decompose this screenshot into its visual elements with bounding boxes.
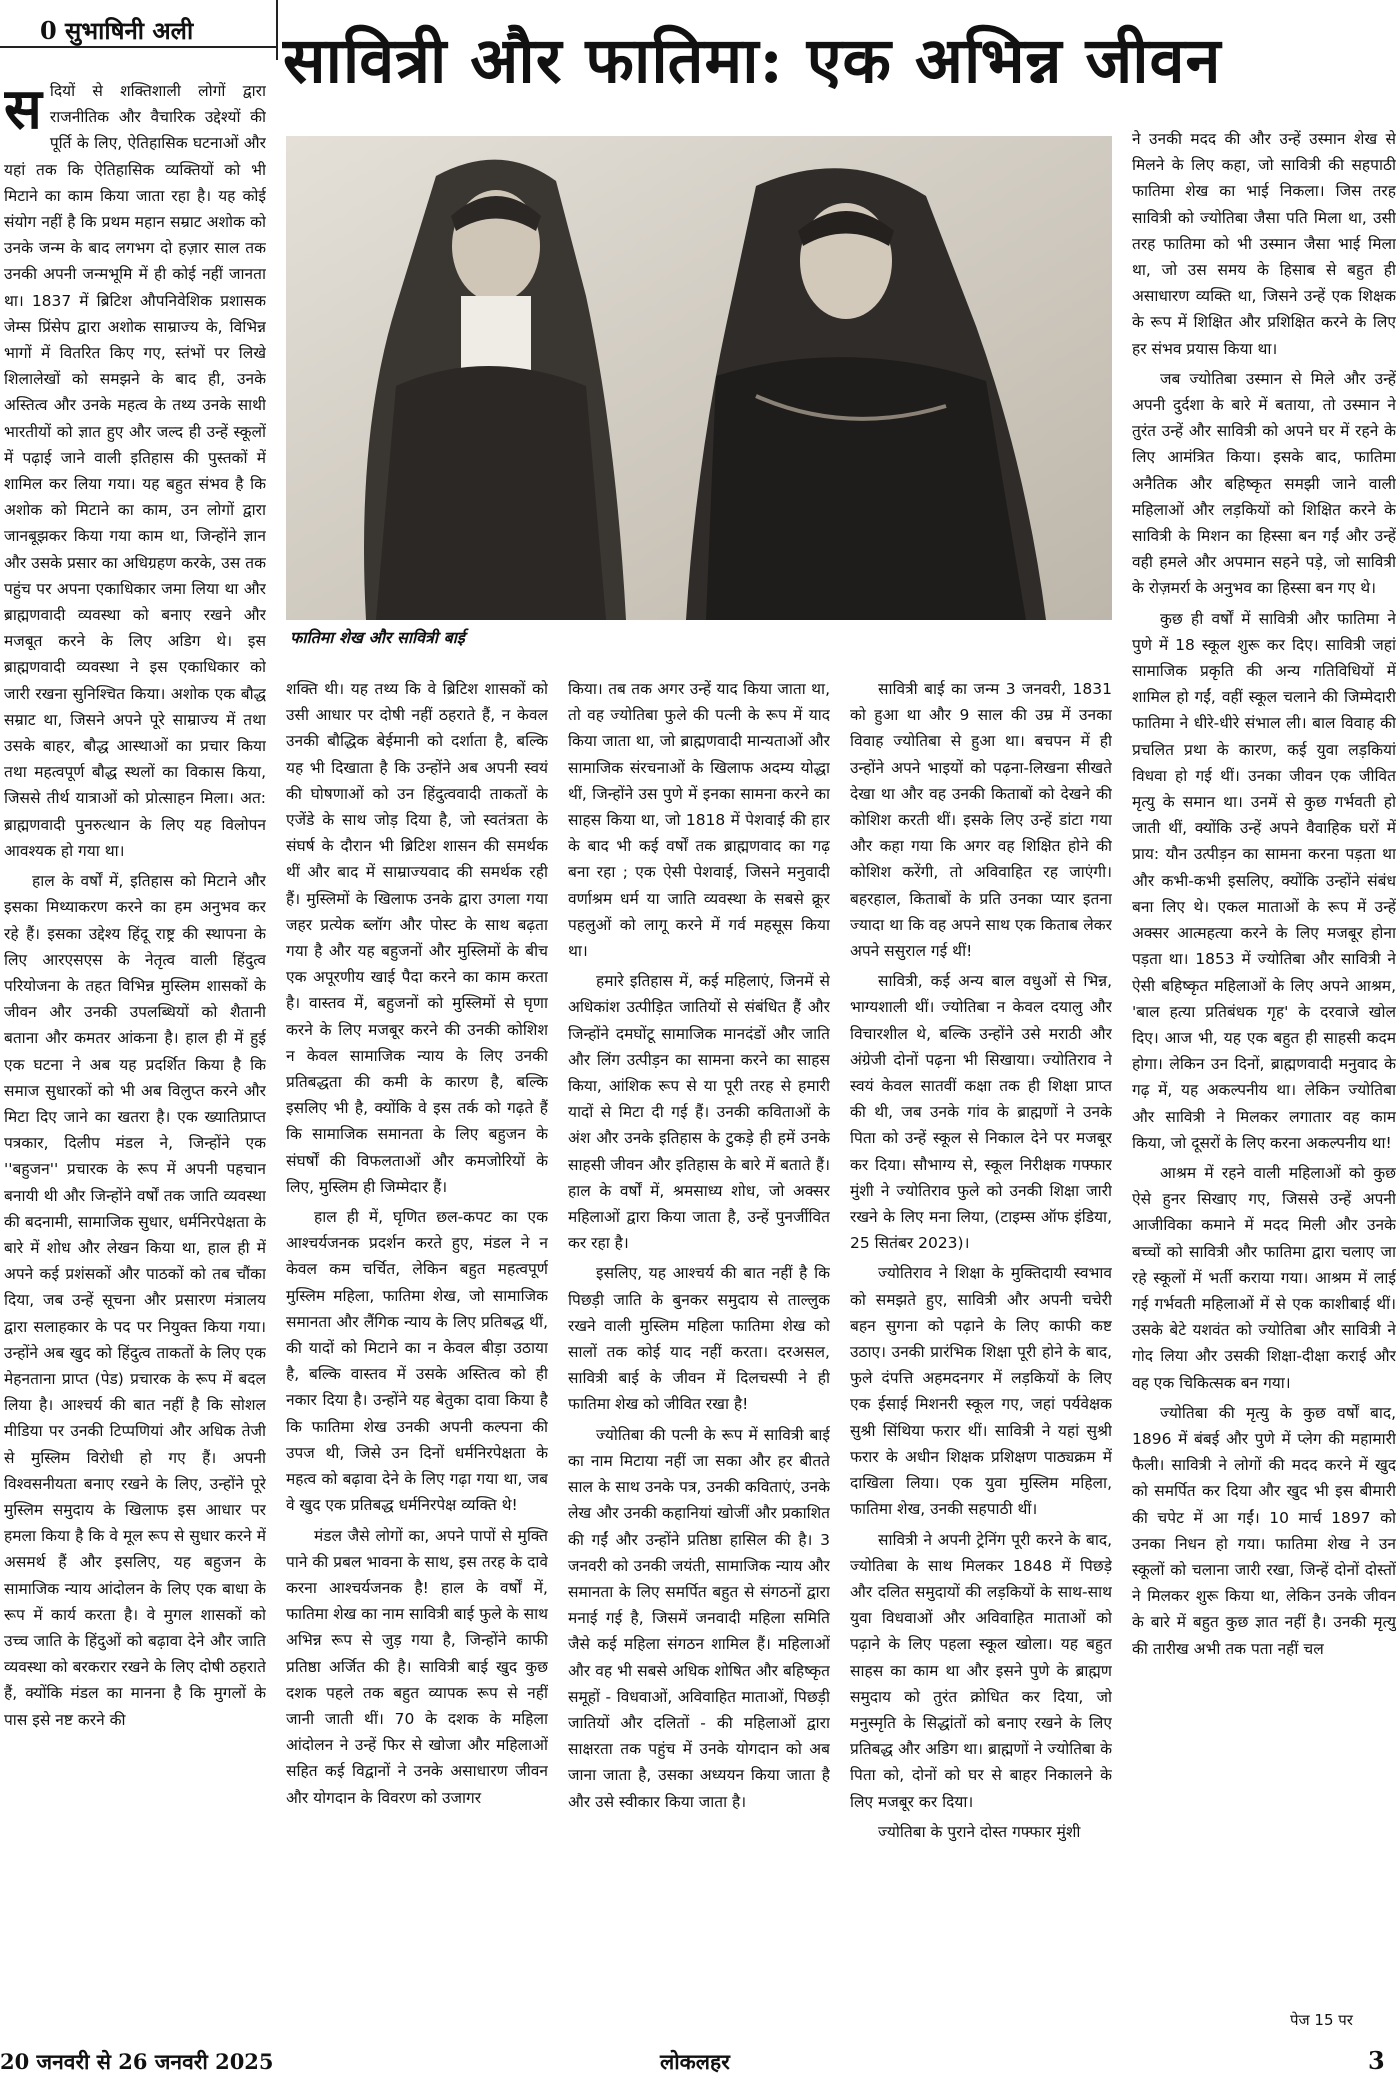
paragraph: हाल ही में, घृणित छल-कपट का एक आश्चर्यजनक प्रदर्शन करते हुए, मंडल ने न केवल कम चर्चित, लेकिन बहुत महत्वपूर्ण मुस्लिम महिला, फातिमा शेख, जो सामाजिक समानता और लैंगिक न्याय के लिए प्रतिबद्ध थीं, की यादों को मिटाने का न केवल बीड़ा उठाया है, बल्कि वास्तव में उसके अस्तित्व को ही नकार दिया है। उन्होंने यह बेतुका दावा किया है कि फातिमा शेख उनकी अपनी कल्पना की उपज थी, जिसे उन दिनों धर्मनिरपेक्षता के महत्व को बढ़ावा देने के लिए गढ़ा गया था, जब वे खुद एक प्रतिबद्ध धर्मनिरपेक्ष व्यक्ति थे!	[286, 1208, 548, 1515]
issue-date: 20 जनवरी से 26 जनवरी 2025	[0, 2049, 274, 2074]
photo-caption: फातिमा शेख और सावित्री बाई	[290, 628, 465, 647]
author-byline: 0 सुभाषिनी अली	[0, 0, 276, 48]
paragraph: ज्योतिबा की पत्नी के रूप में सावित्री बाई का नाम मिटाया नहीं जा सका और हर बीतते साल के साथ उनके पत्र, उनकी कविताएं, उनके लेख और उनकी कहानियां खोजीं और प्रकाशित की गईं और उन्होंने प्रतिष्ठा हासिल की है। 3 जनवरी को उनकी जयंती, सामाजिक न्याय और समानता के लिए समर्पित बहुत से संगठनों द्वारा मनाई गई है, जिसमें जनवादी महिला समिति जैसे कई महिला संगठन शामिल हैं। महिलाओं और वह भी सबसे अधिक शोषित और बहिष्कृत समूहों - विधवाओं, अविवाहित माताओं, पिछड़ी जातियों और दलितों - की महिलाओं द्वारा साक्षरता तक पहुंच में उनके योगदान को अब जाना जाता है, उसका अध्ययन किया जाता है और उसे स्वीकार किया जाता है।	[568, 1425, 830, 1811]
paragraph: शक्ति थी। यह तथ्य कि वे ब्रिटिश शासकों को उसी आधार पर दोषी नहीं ठहराते हैं, न केवल उनकी बौद्धिक बेईमानी को दर्शाता है, बल्कि यह भी दिखाता है कि उन्होंने अब अपनी स्वयं की घोषणाओं को उन हिंदुत्ववादी ताकतों के एजेंडे के साथ जोड़ दिया है, जो स्वतंत्रता के संघर्ष के दौरान भी ब्रिटिश शासन की समर्थक थीं और बाद में साम्राज्यवाद की समर्थक रही हैं। मुस्लिमों के खिलाफ उनके द्वारा उगला गया जहर प्रत्येक ब्लॉग और पोस्ट के साथ बढ़ता गया है और यह बहुजनों और मुस्लिमों के बीच एक अपूरणीय खाई पैदा करने का काम करता है। वास्तव में, बहुजनों को मुस्लिमों से घृणा करने के लिए मजबूर करने की उनकी कोशिश न केवल सामाजिक न्याय के लिए उनकी प्रतिबद्धता की कमी के कारण है, बल्कि इसलिए भी है, क्योंकि वे इस तर्क को गढ़ते हैं कि सामाजिक समानता के लिए बहुजन के संघर्षों की विफलताओं और कमजोरियों के लिए, मुस्लिम ही जिम्मेदार हैं।	[286, 680, 548, 1196]
paragraph: दियों से शक्तिशाली लोगों द्वारा राजनीतिक और वैचारिक उद्देश्यों की पूर्ति के लिए, ऐतिहासिक घटनाओं और यहां तक कि ऐतिहासिक व्यक्तियों को भी मिटाने का काम किया जाता रहा है। यह कोई संयोग नहीं है कि प्रथम महान सम्राट अशोक को उनके जन्म के बाद लगभग दो हज़ार साल तक उनकी अपनी जन्मभूमि में ही कोई नहीं जानता था। 1837 में ब्रिटिश औपनिवेशिक प्रशासक जेम्स प्रिंसेप द्वारा अशोक साम्राज्य के, विभिन्न भागों में वितरित किए गए, स्तंभों पर लिखे शिलालेखों को समझने के बाद ही, उनके अस्तित्व और उनके महत्व के तथ्य उनके साथी भारतीयों को ज्ञात हुए और जल्द ही उन्हें स्कूलों में पढ़ाई जाने वाली इतिहास की पुस्तकों में शामिल कर लिया गया। यह बहुत संभव है कि अशोक को मिटाने का काम, उन लोगों द्वारा जानबूझकर किया गया काम था, जिन्होंने ज्ञान और उसके प्रसार का अधिग्रहण करके, उस तक पहुंच पर अपना एकाधिकार जमा लिया था और ब्राह्मणवादी व्यवस्था को बनाए रखने और मजबूत करने के लिए अडिग थे। इस ब्राह्मणवादी व्यवस्था ने इस एकाधिकार को जारी रखना सुनिश्चित किया। अशोक एक बौद्ध सम्राट था, जिसने अपने पूरे साम्राज्य में तथा उसके बाहर, बौद्ध आस्थाओं का प्रचार किया तथा महत्वपूर्ण बौद्ध स्थलों का विकास किया, जिससे तीर्थ यात्राओं को प्रोत्साहन मिला। अत: ब्राह्मणवादी पुनरुत्थान के लिए यह विलोपन आवश्यक हो गया था।	[4, 82, 266, 860]
column-4	[850, 676, 1112, 2028]
paragraph: हाल के वर्षों में, इतिहास को मिटाने और इसका मिथ्याकरण करने का हम अनुभव कर रहे हैं। इसका उद्देश्य हिंदू राष्ट्र की स्थापना के लिए आरएसएस के नेतृत्व वाली हिंदुत्व परियोजना के तहत विभिन्न मुस्लिम शासकों के जीवन और उनकी उपलब्धियों को शैतानी बताना और कमतर आंकना है। हाल ही में हुई एक घटना ने अब यह प्रदर्शित किया है कि समाज सुधारकों को भी अब विलुप्त करने और मिटा दिए जाने का खतरा है। एक ख्यातिप्राप्त पत्रकार, दिलीप मंडल ने, जिन्होंने एक ''बहुजन'' प्रचारक के रूप में अपनी पहचान बनायी थी और जिन्होंने वर्षों तक जाति व्यवस्था की बदनामी, सामाजिक सुधार, धर्मनिरपेक्षता के बारे में शोध और लेखन किया था, हाल ही में अपने कई प्रशंसकों और पाठकों को तब चौंका दिया, जब उन्हें सूचना और प्रसारण मंत्रालय द्वारा सलाहकार के पद पर नियुक्त किया गया। उन्होंने अब खुद को हिंदुत्व ताकतों के लिए एक मेहनताना प्राप्त (पेड) प्रचारक के रूप में बदल लिया है। आश्चर्य की बात नहीं है कि सोशल मीडिया पर उनकी टिप्पणियां और अधिक तेजी से मुस्लिम विरोधी हो गए हैं। अपनी विश्वसनीयता बनाए रखने के लिए, उन्होंने पूरे मुस्लिम समुदाय के खिलाफ इस आधार पर हमला किया है कि वे मूल रूप से सुधार करने में असमर्थ हैं और इसलिए, यह बहुजन के सामाजिक न्याय आंदोलन के लिए एक बाधा के रूप में कार्य करता है। वे मुगल शासकों को उच्च जाति के हिंदुओं को बढ़ावा देने और जाति व्यवस्था को बरकरार रखने के लिए दोषी ठहराते हैं, क्योंकि मंडल का मानना है कि मुगलों के पास इसे नष्ट करने की	[4, 872, 266, 1729]
continued-on-page: पेज 15 पर	[1290, 2011, 1353, 2029]
paragraph: आश्रम में रहने वाली महिलाओं को कुछ ऐसे हुनर सिखाए गए, जिससे उन्हें अपनी आजीविका कमाने में मदद मिली और उनके बच्चों को सावित्री और फातिमा द्वारा चलाए जा रहे स्कूलों में भर्ती कराया गया। आश्रम में लाई गई गर्भवती महिलाओं में से एक काशीबाई थीं। उसके बेटे यशवंत को ज्योतिबा और सावित्री ने गोद लिया और उसकी शिक्षा-दीक्षा कराई और वह एक चिकित्सक बन गया।	[1132, 1163, 1396, 1392]
page-footer	[0, 2040, 1400, 2076]
paragraph: सावित्री, कई अन्य बाल वधुओं से भिन्न, भाग्यशाली थीं। ज्योतिबा न केवल दयालु और विचारशील थे, बल्कि उन्होंने उसे मराठी और अंग्रेजी दोनों पढ़ना भी सिखाया। ज्योतिराव ने स्वयं केवल सातवीं कक्षा तक ही शिक्षा प्राप्त की थी, जब उनके गांव के ब्राह्मणों ने उनके पिता को उन्हें स्कूल से निकाल देने पर मजबूर कर दिया। सौभाग्य से, स्कूल निरीक्षक गफ्फार मुंशी ने ज्योतिराव फुले को उनकी शिक्षा जारी रखने के लिए मना लिया, (टाइम्स ऑफ इंडिया, 25 सितंबर 2023)।	[850, 972, 1112, 1253]
paragraph: मंडल जैसे लोगों का, अपने पापों से मुक्ति पाने की प्रबल भावना के साथ, इस तरह के दावे करना आश्चर्यजनक है! हाल के वर्षों में, फातिमा शेख का नाम सावित्री बाई फुले के साथ अभिन्न रूप से जुड़ गया है, जिन्होंने काफी प्रतिष्ठा अर्जित की है। सावित्री बाई खुद कुछ दशक पहले तक बहुत व्यापक रूप से नहीं जानी जाती थीं। 70 के दशक के महिला आंदोलन ने उन्हें फिर से खोजा और महिलाओं सहित कई विद्वानों ने उनके असाधारण जीवन और योगदान के विवरण को उजागर	[286, 1526, 548, 1807]
article-headline: सावित्री और फातिमा: एक अभिन्न जीवन	[283, 23, 1222, 97]
paragraph: कुछ ही वर्षों में सावित्री और फातिमा ने पुणे में 18 स्कूल शुरू कर दिए। सावित्री जहां सामाजिक प्रकृति की अन्य गतिविधियों में शामिल हो गईं, वहीं स्कूल चलाने की जिम्मेदारी फातिमा ने धीरे-धीरे संभाल ली। बाल विवाह की प्रचलित प्रथा के कारण, कई युवा लड़कियां विधवा हो गई थीं। उनका जीवन एक जीवित मृत्यु के समान था। उनमें से कुछ गर्भवती हो जाती थीं, क्योंकि उन्हें अपने वैवाहिक घरों में प्राय: यौन उत्पीड़न का सामना करना पड़ता था और कभी-कभी इसलिए, क्योंकि उन्होंने संबंध बना लिए थे। एकल माताओं के रूप में उन्हें अक्सर आत्महत्या करने के लिए मजबूर होना पड़ता था। 1853 में ज्योतिबा और सावित्री ने ऐसी बहिष्कृत महिलाओं के लिए अपने आश्रम, 'बाल हत्या प्रतिबंधक गृह' के दरवाजे खोल दिए। आज भी, यह एक बहुत ही साहसी कदम होगा। लेकिन उन दिनों, ब्राह्मणवादी मनुवाद के गढ़ में, यह अकल्पनीय था। लेकिन ज्योतिबा और सावित्री ने मिलकर लगातार वह काम किया, जो दूसरों के लिए करना अकल्पनीय था!	[1132, 609, 1396, 1152]
paragraph: इसलिए, यह आश्चर्य की बात नहीं है कि पिछड़ी जाति के बुनकर समुदाय से ताल्लुक रखने वाली मुस्लिम महिला फातिमा शेख को सालों तक कोई याद नहीं करता। दरअसल, सावित्री बाई के जीवन में दिलचस्पी ने ही फातिमा शेख को जीवित रखा है!	[568, 1264, 830, 1414]
page-number: 3	[1368, 2046, 1385, 2075]
drop-cap: स	[4, 78, 42, 142]
column-2	[286, 676, 548, 2028]
paragraph: किया। तब तक अगर उन्हें याद किया जाता था, तो वह ज्योतिबा फुले की पत्नी के रूप में याद किया जाता था, जो ब्राह्मणवादी मान्यताओं और सामाजिक संरचनाओं के खिलाफ अदम्य योद्धा थीं, जिन्होंने उस पुणे में इनका सामना करने का साहस किया था, जो 1818 में पेशवाई की हार के बाद भी कई वर्षों तक ब्राह्मणवाद का गढ़ बना रहा ; एक ऐसी पेशवाई, जिसने मनुवादी वर्णाश्रम धर्म या जाति व्यवस्था के सबसे क्रूर पहलुओं को लागू करने में गर्व महसूस किया था।	[568, 680, 830, 961]
byline-divider	[276, 0, 278, 60]
portrait-sketch-image	[286, 136, 1112, 620]
paragraph: हमारे इतिहास में, कई महिलाएं, जिनमें से अधिकांश उत्पीड़ित जातियों से संबंधित हैं और जिन्होंने दमघोंटू सामाजिक मानदंडों और जाति और लिंग उत्पीड़न का सामना करने का साहस किया, आंशिक रूप से या पूरी तरह से हमारी यादों से मिटा दी गई हैं। उनकी कविताओं के अंश और उनके इतिहास के टुकड़े ही हमें उनके साहसी जीवन और इतिहास के बारे में बताते हैं। हाल के वर्षों में, श्रमसाध्य शोध, जो अक्सर महिलाओं द्वारा किया जाता है, उन्हें पुनर्जीवित कर रहा है।	[568, 972, 830, 1253]
paragraph: जब ज्योतिबा उस्मान से मिले और उन्हें अपनी दुर्दशा के बारे में बताया, तो उस्मान ने तुरंत उन्हें और सावित्री को अपने घर में रहने के लिए आमंत्रित किया। इसके बाद, फातिमा अनैतिक और बहिष्कृत समझी जाने वाली महिलाओं और लड़कियों को शिक्षित करने के सावित्री के मिशन का हिस्सा बन गईं और उन्हें वही हमले और अपमान सहने पड़े, जो सावित्री के रोज़मर्रा के अनुभव का हिस्सा बन गए थे।	[1132, 369, 1396, 598]
paragraph: सावित्री बाई का जन्म 3 जनवरी, 1831 को हुआ था और 9 साल की उम्र में उनका विवाह ज्योतिबा से हुआ था। बचपन में ही उन्होंने अपने भाइयों को पढ़ना-लिखना सीखते देखा था और वह उनकी किताबों को देखने की कोशिश करती थीं। इसके लिए उन्हें डांटा गया और कहा गया कि अगर वह शिक्षित होने की कोशिश करेंगी, तो अविवाहित रह जाएंगी। बहरहाल, किताबों के प्रति उनका प्यार इतना ज्यादा था कि वह अपने साथ एक किताब लेकर अपने ससुराल गई थीं!	[850, 680, 1112, 961]
paragraph: ज्योतिबा की मृत्यु के कुछ वर्षों बाद, 1896 में बंबई और पुणे में प्लेग की महामारी फैली। सावित्री ने लोगों की मदद करने में खुद को समर्पित कर दिया और खुद भी इस बीमारी की चपेट में आ गईं। 10 मार्च 1897 को उनका निधन हो गया। फातिमा शेख ने उन स्कूलों को चलाना जारी रखा, जिन्हें दोनों दोस्तों ने मिलकर शुरू किया था, लेकिन उनके जीवन के बारे में बहुत कुछ ज्ञात नहीं है। उनकी मृत्यु की तारीख अभी तक पता नहीं चल	[1132, 1403, 1396, 1658]
paragraph: ज्योतिबा के पुराने दोस्त गफ्फार मुंशी	[878, 1822, 1081, 1841]
paragraph: सावित्री ने अपनी ट्रेनिंग पूरी करने के बाद, ज्योतिबा के साथ मिलकर 1848 में पिछड़े और दलित समुदायों की लड़कियों के साथ-साथ युवा विधवाओं और अविवाहित माताओं को पढ़ाने के लिए पहला स्कूल खोला। यह बहुत साहस का काम था और इसने पुणे के ब्राह्मण समुदाय को तुरंत क्रोधित कर दिया, जो मनुस्मृति के सिद्धांतों को बनाए रखने के लिए प्रतिबद्ध और अडिग था। ब्राह्मणों ने ज्योतिबा के पिता को, दोनों को घर से बाहर निकालने के लिए मजबूर कर दिया।	[850, 1530, 1112, 1811]
column-3	[568, 676, 830, 2028]
article-photo	[286, 136, 1112, 620]
column-1	[4, 78, 266, 2028]
column-5	[1132, 126, 1396, 2006]
paragraph: ने उनकी मदद की और उन्हें उस्मान शेख से मिलने के लिए कहा, जो सावित्री की सहपाठी फातिमा शेख का भाई निकला। जिस तरह सावित्री को ज्योतिबा जैसा पति मिला था, उसी तरह फातिमा को भी उस्मान जैसा भाई मिला था, जो उस समय के हिसाब से बहुत ही असाधारण व्यक्ति था, जिसने उन्हें एक शिक्षक के रूप में शिक्षित और प्रशिक्षित करने के लिए हर संभव प्रयास किया था।	[1132, 130, 1396, 358]
paragraph: ज्योतिराव ने शिक्षा के मुक्तिदायी स्वभाव को समझते हुए, सावित्री और अपनी चचेरी बहन सुगना को पढ़ाने के लिए काफी कष्ट उठाए। उनकी प्रारंभिक शिक्षा पूरी होने के बाद, फुले दंपत्ति अहमदनगर में लड़कियों के लिए एक ईसाई मिशनरी स्कूल गए, जहां पर्यवेक्षक सुश्री सिंथिया फरार थीं। सावित्री ने यहां सुश्री फरार के अधीन शिक्षक प्रशिक्षण पाठ्यक्रम में दाखिला लिया। एक युवा मुस्लिम महिला, फातिमा शेख, उनकी सहपाठी थीं।	[850, 1264, 1112, 1519]
publication-name: लोकलहर	[660, 2049, 730, 2074]
